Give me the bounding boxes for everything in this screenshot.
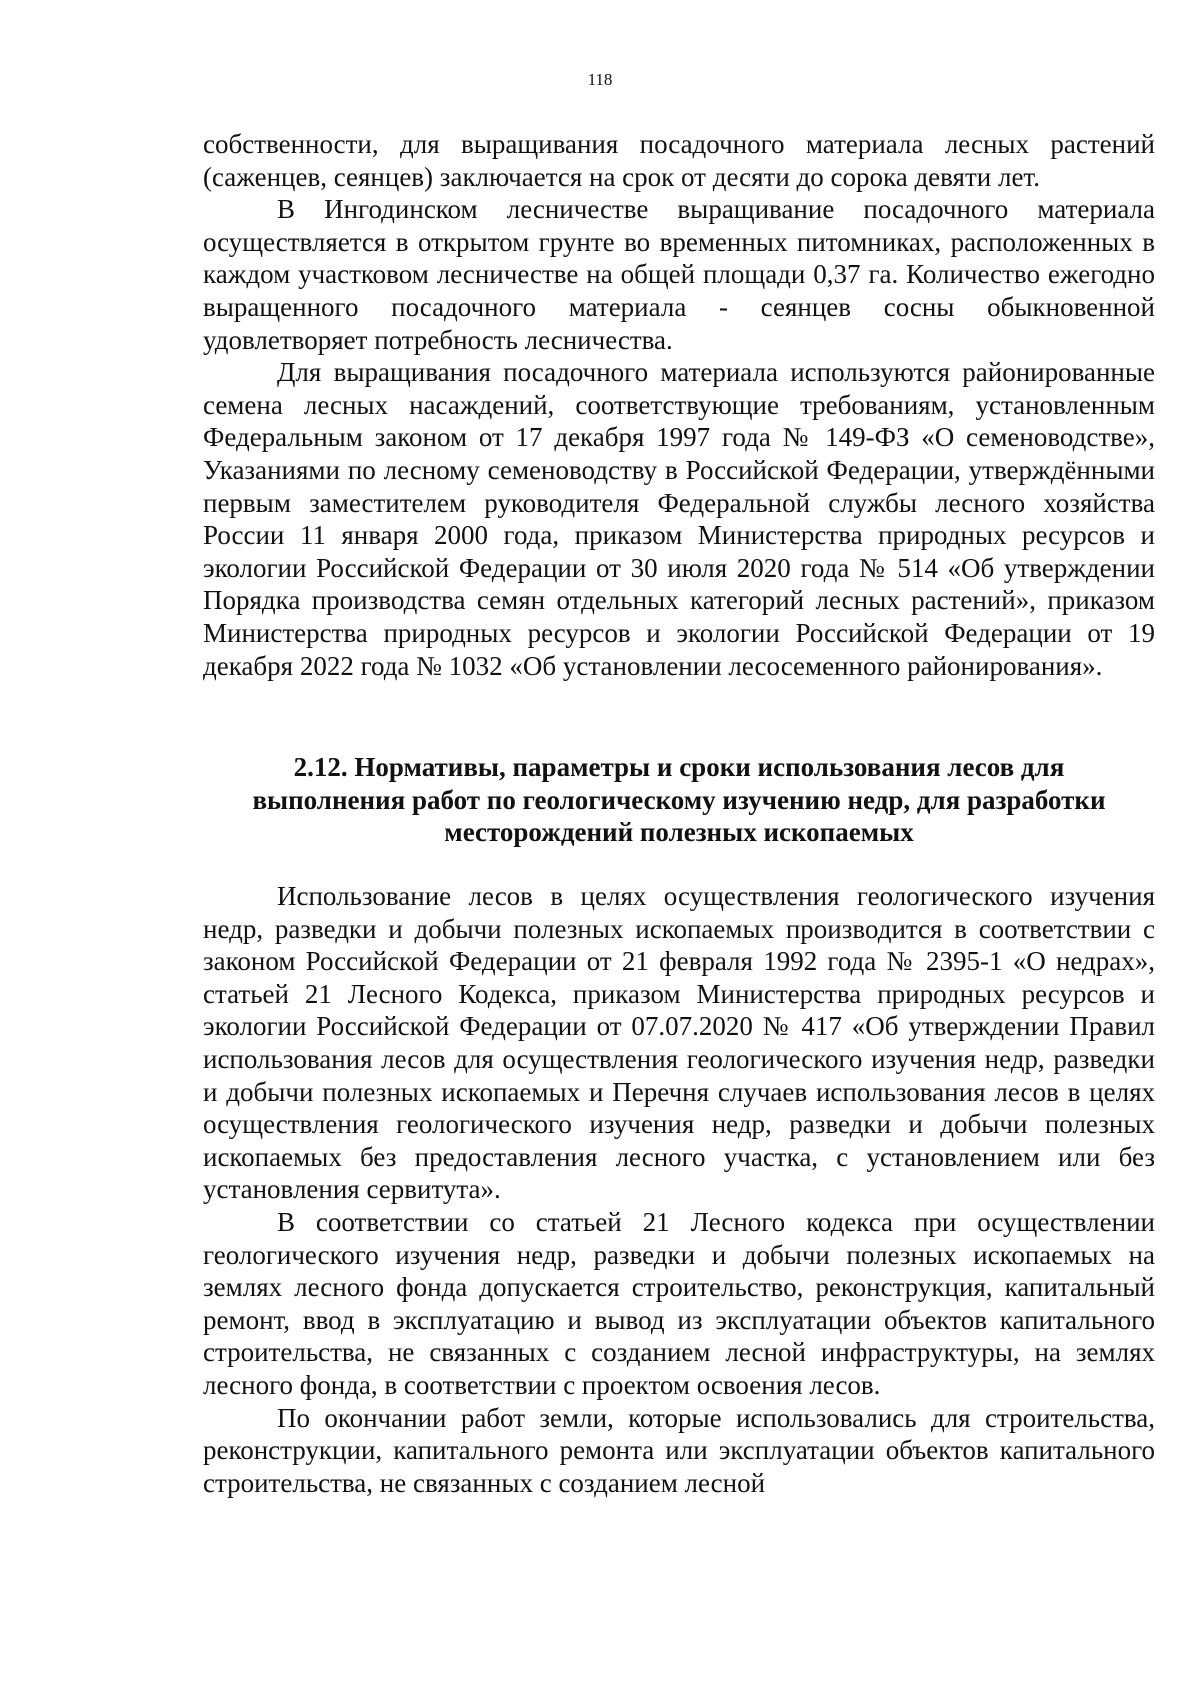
paragraph: По окончании работ земли, которые использовались для строительства, реконструкции, капитального ремонта или эксплуатации объектов капитального строительства, не связанных с созданием лесной: [203, 1402, 1155, 1498]
section-heading-line: 2.12. Нормативы, параметры и сроки использования лесов для: [293, 752, 1065, 782]
section-heading-line: выполнения работ по геологическому изучению недр, для разработки: [252, 784, 1106, 815]
paragraph: Для выращивания посадочного материала используются районированные семена лесных насаждений, соответствующие требованиям, установленным Федеральным законом от 17 декабря 1997 года № 149-ФЗ «О семеноводстве», Указаниями по лесному семеноводству в Российской Федерации, утверждёнными первым заместителем руководителя Федеральной службы лесного хозяйства России 11 января 2000 года, приказом Министерства природных ресурсов и экологии Российской Федерации от 30 июля 2020 года № 514 «Об утверждении Порядка производства семян отдельных категорий лесных растений», приказом Министерства природных ресурсов и экологии Российской Федерации от 19 декабря 2022 года № 1032 «Об установлении лесосеменного районирования».: [203, 357, 1155, 681]
paragraph: Использование лесов в целях осуществления геологического изучения недр, разведки и добычи полезных ископаемых производится в соответствии с законом Российской Федерации от 21 февраля 1992 года № 2395-1 «О недрах», статьей 21 Лесного Кодекса, приказом Министерства природных ресурсов и экологии Российской Федерации от 07.07.2020 № 417 «Об утверждении Правил использования лесов для осуществления геологического изучения недр, разведки и добычи полезных ископаемых и Перечня случаев использования лесов в целях осуществления геологического изучения недр, разведки и добычи полезных ископаемых без предоставления лесного участка, с установлением или без установления сервитута».: [203, 881, 1155, 1205]
text-block-bottom: [203, 880, 1155, 1499]
text-block-top: [203, 128, 1155, 682]
paragraph: собственности, для выращивания посадочного материала лесных растений (саженцев, сеянцев) заключается на срок от десяти до сорока девяти лет.: [203, 129, 1155, 192]
section-heading-line: месторождений полезных ископаемых: [444, 817, 914, 848]
paragraph: В Ингодинском лесничестве выращивание посадочного материала осуществляется в открытом грунте во временных питомниках, расположенных в каждом участковом лесничестве на общей площади 0,37 га. Количество ежегодно выращенного посадочного материала - сеянцев сосны обыкновенной удовлетворяет потребность лесничества.: [203, 194, 1155, 355]
section-heading: [203, 751, 1155, 849]
paragraph: В соответствии со статьей 21 Лесного кодекса при осуществлении геологического изучения недр, разведки и добычи полезных ископаемых на землях лесного фонда допускается строительство, реконструкция, капитальный ремонт, ввод в эксплуатацию и вывод из эксплуатации объектов капитального строительства, не связанных с созданием лесной инфраструктуры, на землях лесного фонда, в соответствии с проектом освоения лесов.: [203, 1206, 1155, 1400]
page-number: 118: [587, 70, 613, 89]
